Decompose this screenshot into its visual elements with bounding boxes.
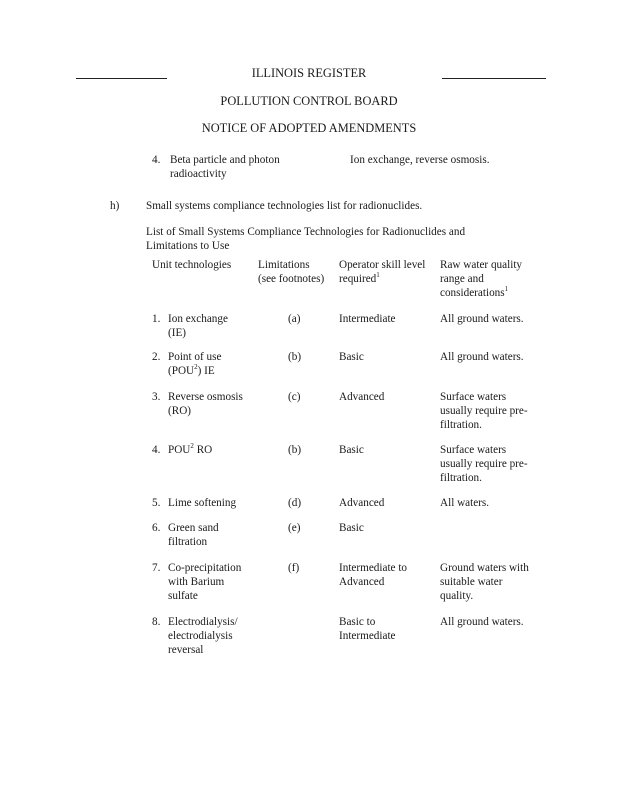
header-skill-line1: Operator skill level (339, 259, 426, 271)
row-skill-line1: Intermediate to (339, 562, 408, 574)
row-quality-line2: usually require pre- (440, 458, 528, 470)
row-technology-line1: Co-precipitation (168, 562, 242, 574)
row-number: 2. (152, 351, 161, 363)
header-rule-right (442, 78, 546, 79)
row-technology-line2: with Barium (168, 576, 225, 588)
prior-item-name-line1: Beta particle and photon (170, 154, 280, 166)
row-technology-line1: Point of use (168, 351, 222, 363)
row-technology-line2: filtration (168, 536, 208, 548)
prior-item-number: 4. (152, 154, 161, 166)
header-quality-line1: Raw water quality (440, 259, 523, 271)
board-title: POLLUTION CONTROL BOARD (220, 94, 398, 108)
row-skill-line1: Advanced (339, 391, 385, 403)
row-technology-line2: electrodialysis (168, 630, 233, 642)
prior-item-name-line2: radioactivity (170, 168, 227, 180)
row-skill-line1: Advanced (339, 497, 385, 509)
row-number: 1. (152, 313, 161, 325)
row-limitation: (c) (288, 391, 301, 403)
row-quality-line1: Surface waters (440, 444, 507, 456)
header-skill-line2: required$^1$ (339, 271, 380, 285)
header-unit: Unit technologies (152, 259, 232, 271)
row-quality-line1: Surface waters (440, 391, 507, 403)
row-technology-line2: (POU$^2$) IE (168, 363, 215, 377)
row-technology-line1: Green sand (168, 522, 219, 534)
row-limitation: (f) (288, 562, 300, 574)
row-technology-line1: Ion exchange (168, 313, 228, 325)
row-limitation: (b) (288, 351, 302, 363)
row-technology-line1: POU$^2$ RO (168, 442, 213, 456)
row-number: 3. (152, 391, 161, 403)
row-skill-line1: Basic (339, 444, 364, 456)
row-technology-line3: sulfate (168, 590, 198, 602)
row-number: 4. (152, 444, 161, 456)
header-limitations-line2: (see footnotes) (258, 273, 325, 285)
row-number: 8. (152, 616, 161, 628)
row-quality-line3: filtration. (440, 472, 482, 484)
row-number: 5. (152, 497, 161, 509)
row-technology-line1: Lime softening (168, 497, 237, 509)
row-skill-line2: Intermediate (339, 630, 396, 642)
section-text: Small systems compliance technologies list for radionuclides. (146, 200, 423, 212)
row-number: 6. (152, 522, 161, 534)
row-quality-line2: suitable water (440, 576, 503, 588)
row-number: 7. (152, 562, 161, 574)
row-technology-line1: Reverse osmosis (168, 391, 243, 403)
row-skill-line1: Basic (339, 522, 364, 534)
row-technology-line1: Electrodialysis/ (168, 616, 238, 628)
row-quality-line1: All waters. (440, 497, 490, 509)
header-quality-line3: considerations$^1$ (440, 285, 509, 299)
register-title: ILLINOIS REGISTER (251, 66, 367, 80)
row-quality-line2: usually require pre- (440, 405, 528, 417)
table-caption-line1: List of Small Systems Compliance Technologies for Radionuclides and (146, 226, 466, 238)
row-technology-line2: (RO) (168, 405, 191, 417)
row-quality-line3: filtration. (440, 419, 482, 431)
notice-title: NOTICE OF ADOPTED AMENDMENTS (201, 121, 417, 135)
row-skill-line1: Basic (339, 351, 364, 363)
row-quality-line1: All ground waters. (440, 351, 524, 363)
table-caption-line2: Limitations to Use (146, 240, 230, 252)
row-limitation: (a) (288, 313, 301, 325)
row-limitation: (d) (288, 497, 302, 509)
row-technology-line3: reversal (168, 644, 204, 656)
row-quality-line1: All ground waters. (440, 616, 524, 628)
row-skill-line1: Basic to (339, 616, 376, 628)
prior-item-technologies: Ion exchange, reverse osmosis. (350, 154, 490, 166)
row-quality-line1: Ground waters with (440, 562, 529, 574)
row-skill-line1: Intermediate (339, 313, 396, 325)
row-limitation: (b) (288, 444, 302, 456)
row-limitation: (e) (288, 522, 301, 534)
section-marker: h) (110, 200, 120, 212)
header-quality-line2: range and (440, 273, 484, 285)
row-quality-line1: All ground waters. (440, 313, 524, 325)
row-quality-line3: quality. (440, 590, 474, 602)
row-skill-line2: Advanced (339, 576, 385, 588)
header-rule-left (76, 78, 167, 79)
header-limitations-line1: Limitations (258, 259, 310, 271)
row-technology-line2: (IE) (168, 327, 187, 339)
